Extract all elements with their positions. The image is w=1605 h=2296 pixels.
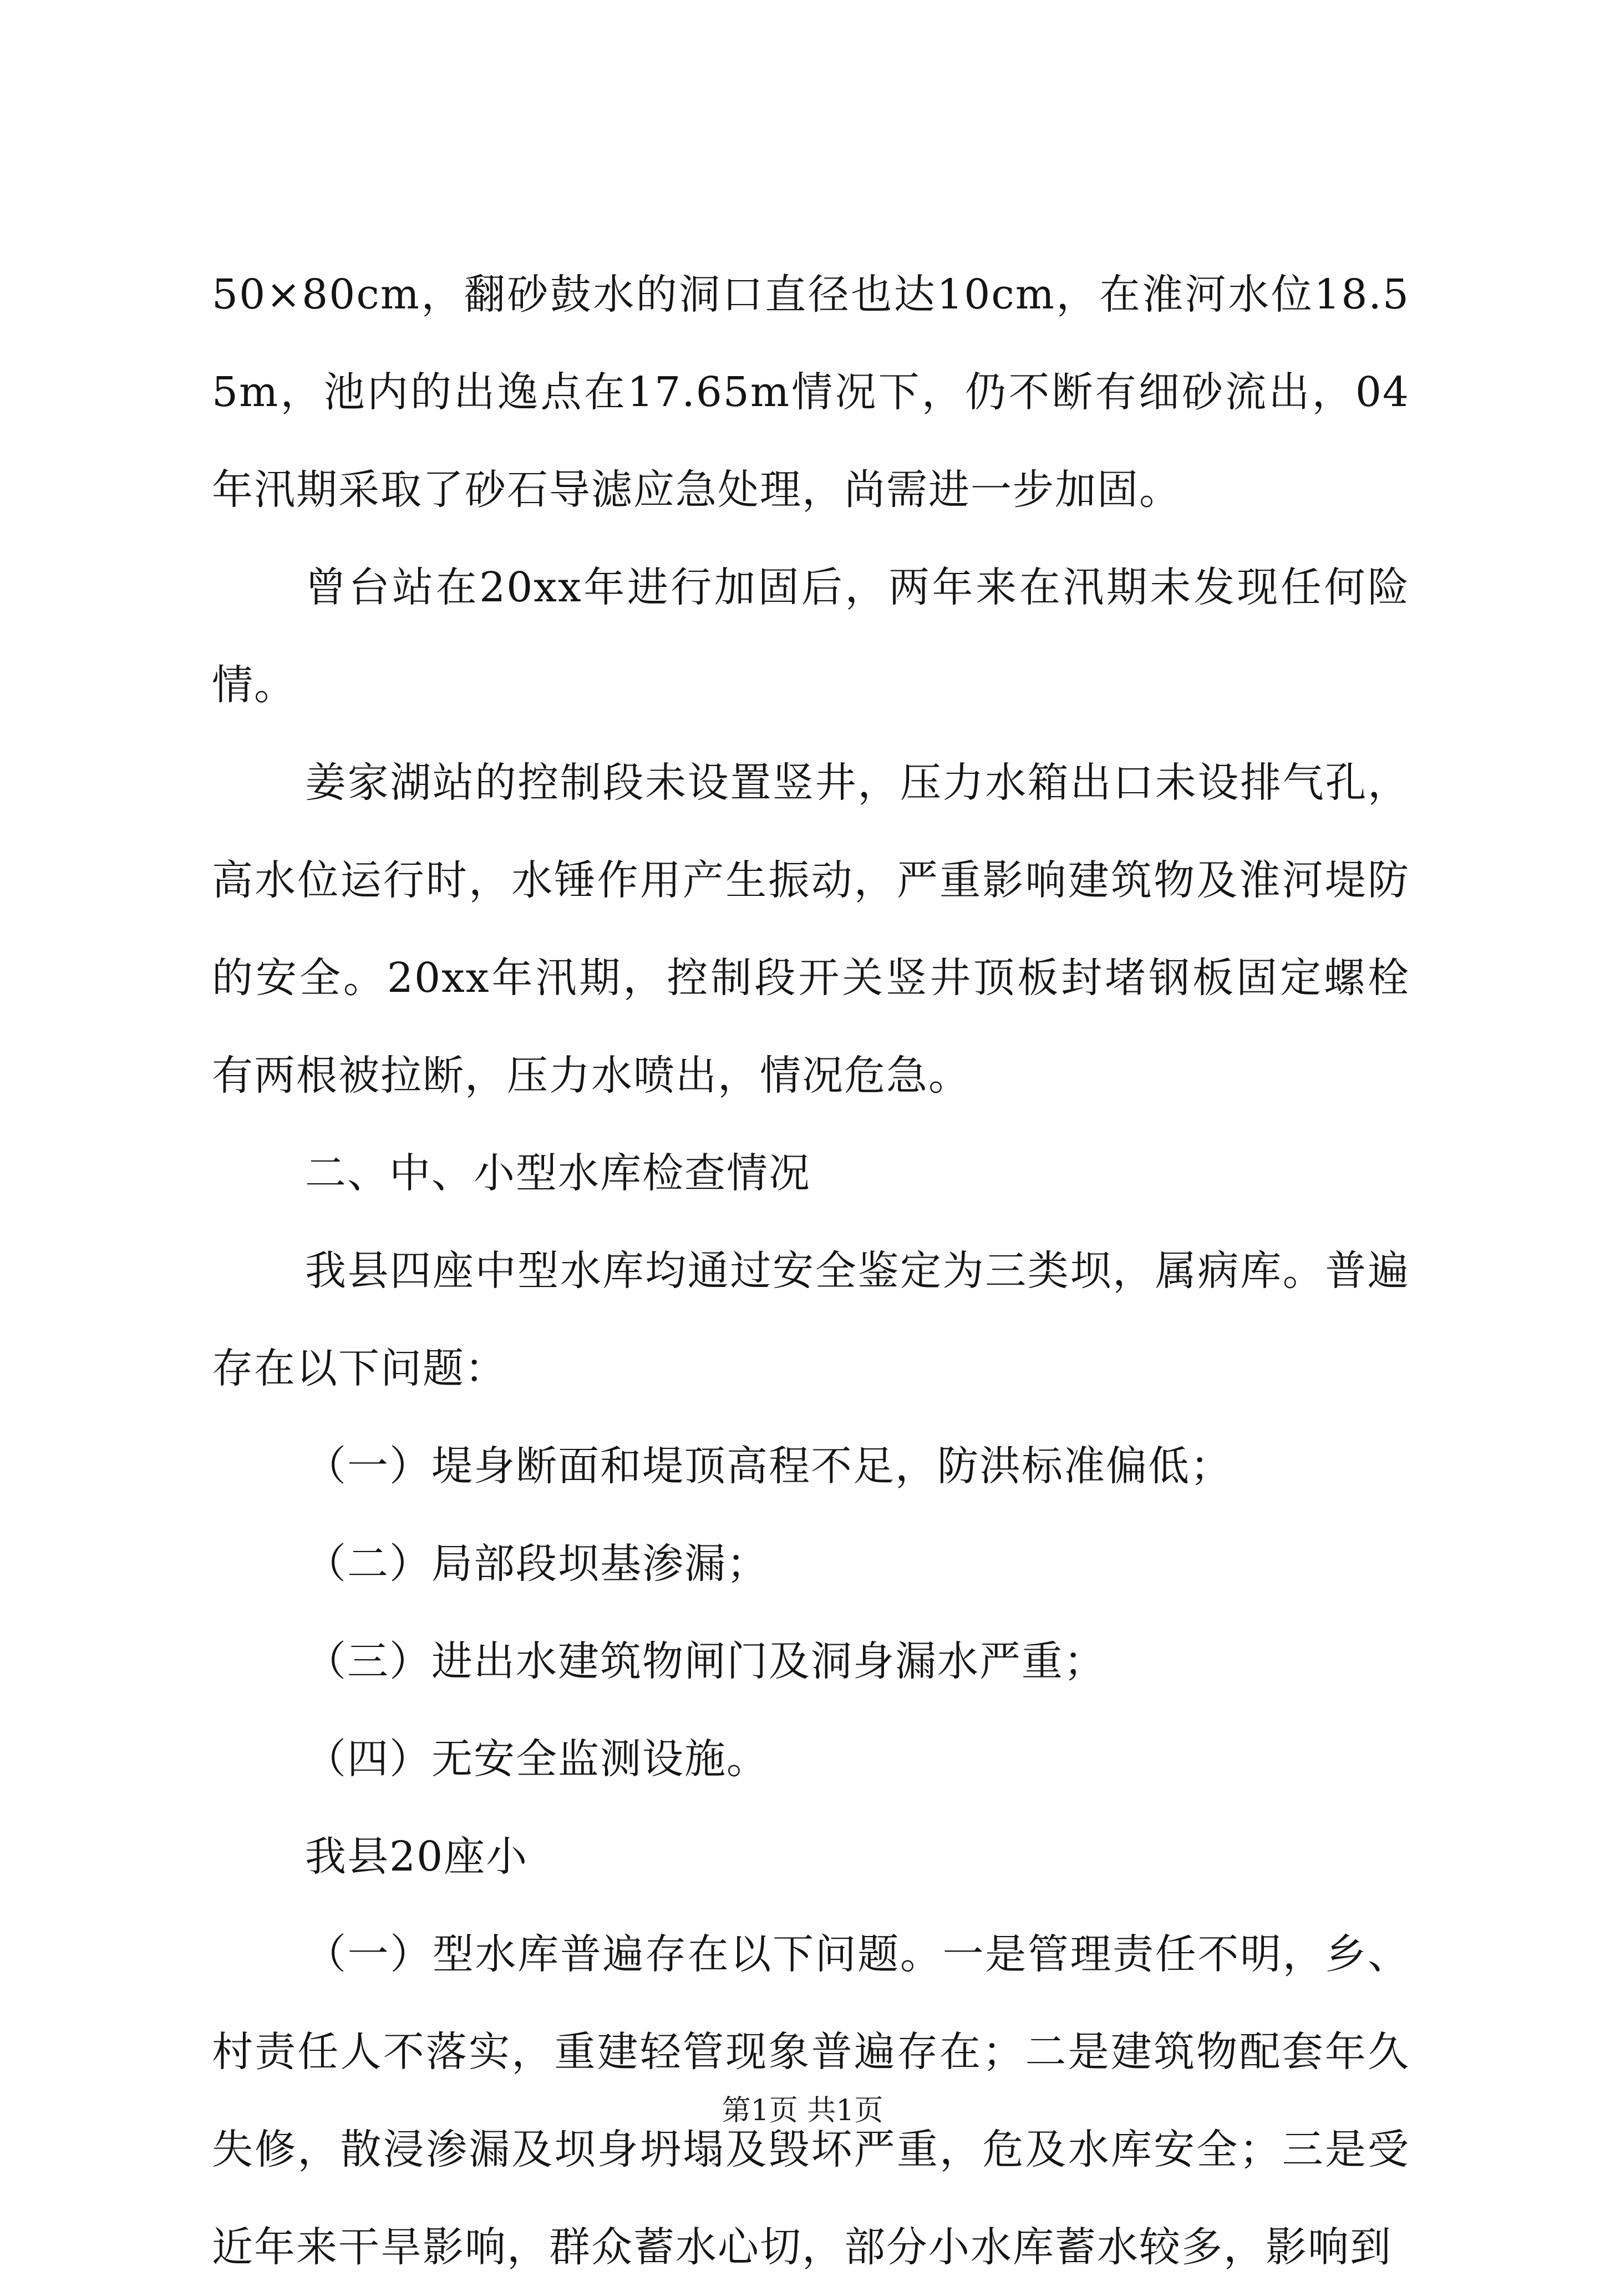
page-number: 第1页 共1页 (722, 2094, 883, 2127)
paragraph-small-reservoirs-issues: （一）型水库普遍存在以下问题。一是管理责任不明，乡、村责任人不落实，重建轻管现象普遍存在；二是建筑物配套年久失修，散浸渗漏及坝身坍塌及毁坏严重，危及水库安全；三是受近年来干旱影响，群众蓄水心切，部分小水库蓄水较多，影响到 (212, 1930, 1410, 2271)
paragraph-medium-reservoirs: 我县四座中型水库均通过安全鉴定为三类坝，属病库。普遍存在以下问题： (212, 1247, 1410, 1392)
document-body (212, 246, 1410, 2296)
list-item-1: （一）堤身断面和堤顶高程不足，防洪标准偏低； (305, 1442, 1232, 1490)
list-item-4: （四）无安全监测设施。 (305, 1735, 769, 1783)
paragraph-jiangjiahu-station: 姜家湖站的控制段未设置竖井，压力水箱出口未设排气孔，高水位运行时，水锤作用产生振动，严重影响建筑物及淮河堤防的安全。20xx年汛期，控制段开关竖井顶板封堵钢板固定螺栓有两根被拉断，压力水喷出，情况危急。 (212, 759, 1410, 1099)
section-heading-reservoirs: 二、中、小型水库检查情况 (305, 1149, 811, 1197)
paragraph-small-reservoirs-intro: 我县20座小 (305, 1833, 529, 1881)
list-item-3: （三）进出水建筑物闸门及洞身漏水严重； (305, 1638, 1106, 1685)
page-footer (0, 2087, 1605, 2128)
paragraph-zengtai-station: 曾台站在20xx年进行加固后，两年来在汛期未发现任何险情。 (212, 564, 1410, 709)
paragraph-continuation: 50×80cm，翻砂鼓水的洞口直径也达10cm，在淮河水位18.55m，池内的出逸点在17.65m情况下，仍不断有细砂流出，04年汛期采取了砂石导滤应急处理，尚需进一步加固。 (212, 271, 1410, 514)
list-item-2: （二）局部段坝基渗漏； (305, 1540, 769, 1588)
